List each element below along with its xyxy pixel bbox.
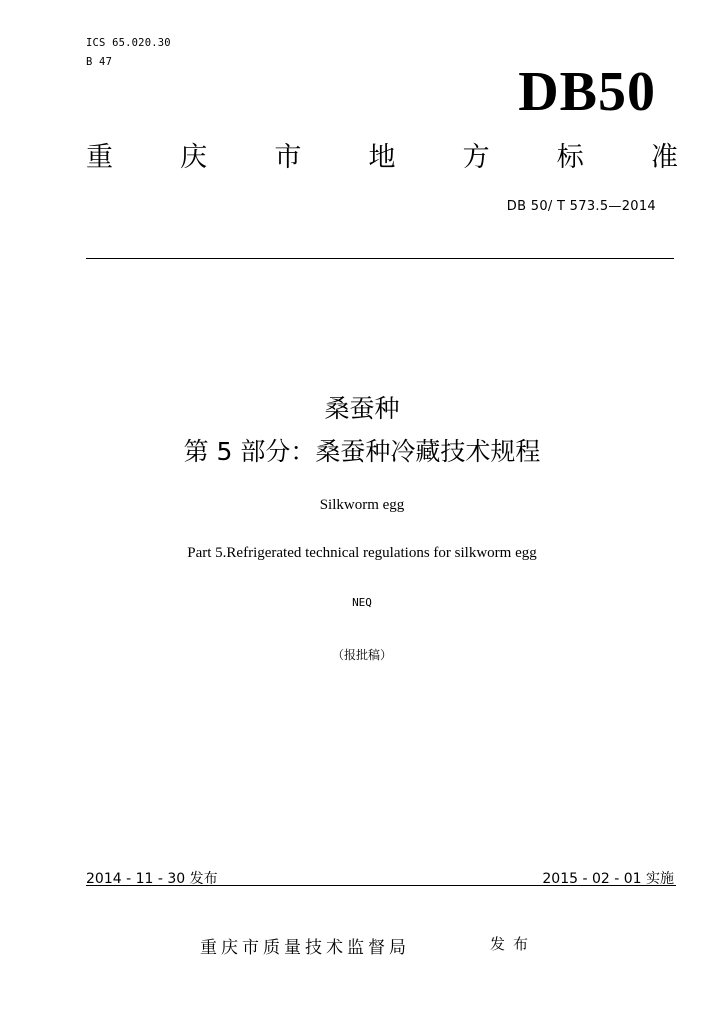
draft-status: （报批稿）	[331, 648, 392, 662]
equivalence-marker: NEQ	[352, 596, 372, 609]
ccs-code: B 47	[86, 56, 113, 68]
document-title: 桑蚕种	[324, 394, 400, 423]
standard-type-char: 标	[556, 142, 584, 173]
ics-code: ICS 65.020.30	[86, 37, 171, 49]
standard-type-char: 庆	[180, 142, 208, 173]
db-logo: DB50	[518, 61, 656, 123]
english-subtitle: Part 5.Refrigerated technical regulations for silkworm egg	[187, 545, 537, 561]
english-title: Silkworm egg	[319, 497, 405, 513]
issue-label: 发布	[490, 935, 537, 953]
issue-date: 2014 - 11 - 30 发布	[86, 871, 218, 887]
standard-number: DB 50/ T 573.5—2014	[506, 199, 656, 214]
standard-type-char: 地	[368, 142, 396, 173]
standard-type-char: 方	[462, 142, 490, 173]
standard-type	[86, 142, 678, 174]
document-subtitle: 第 5 部分：桑蚕种冷藏技术规程	[183, 437, 541, 466]
issuing-authority: 重庆市质量技术监督局	[200, 938, 410, 958]
standard-type-char: 准	[650, 142, 678, 173]
header-divider	[86, 258, 674, 259]
footer-divider	[86, 885, 676, 886]
standard-type-char: 重	[86, 142, 113, 173]
implementation-date: 2015 - 02 - 01 实施	[542, 871, 674, 887]
standard-type-char: 市	[274, 142, 302, 173]
